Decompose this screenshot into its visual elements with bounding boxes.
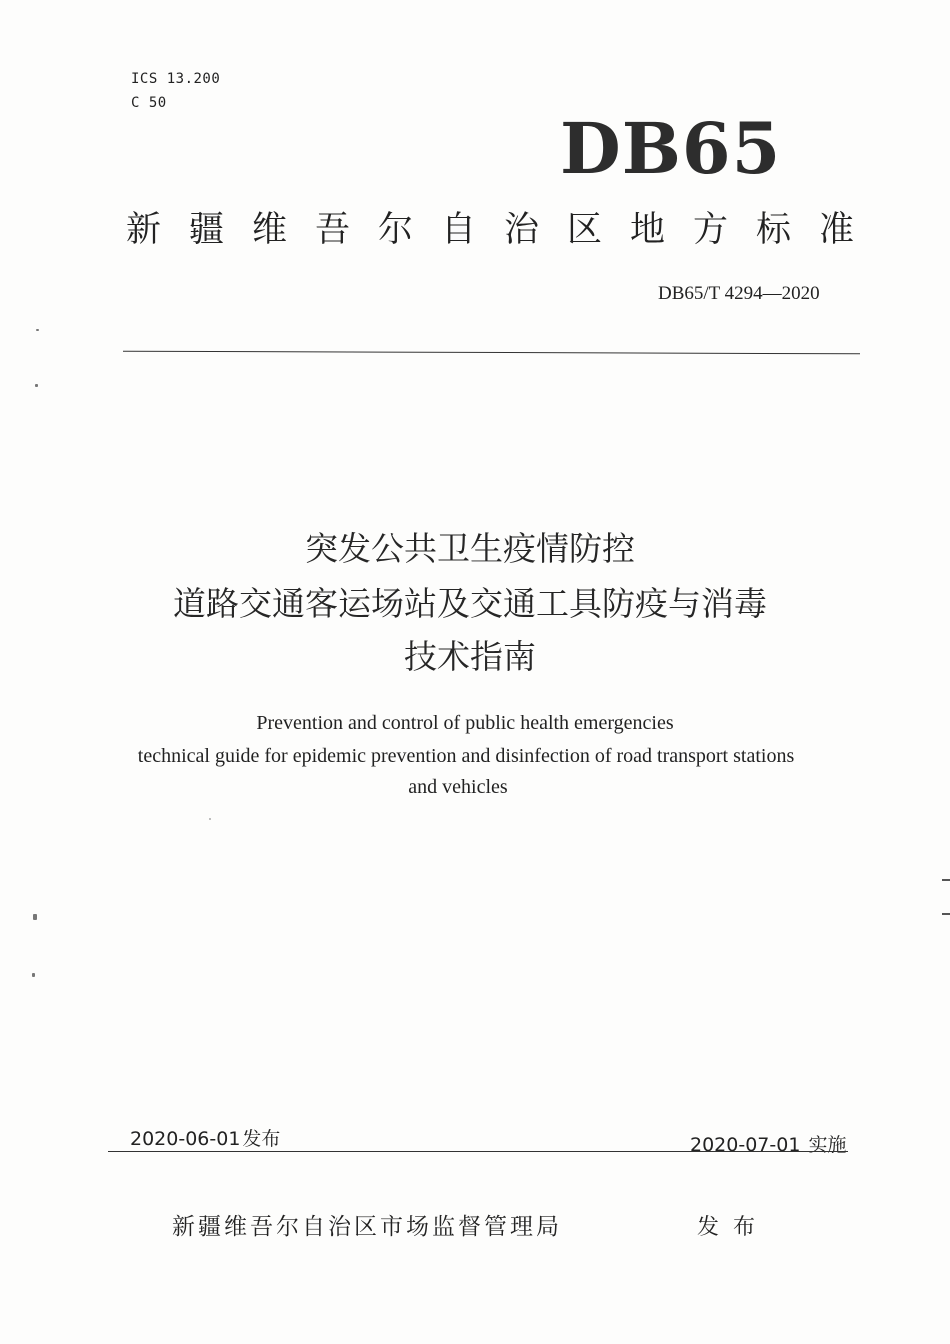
- title-cn-line-1: 突发公共卫生疫情防控: [305, 529, 635, 568]
- footer-divider: [108, 1151, 848, 1152]
- header-divider: [123, 351, 860, 355]
- issue-date: 2020-06-01: [130, 1128, 241, 1150]
- title-en-line-1: Prevention and control of public health emergencies: [256, 712, 674, 734]
- scan-speck: [35, 384, 38, 387]
- issue-date-block: [130, 1124, 280, 1151]
- scan-edge-mark: [942, 913, 950, 915]
- issuer-action: 发布: [697, 1215, 770, 1240]
- scan-speck: [32, 973, 35, 977]
- title-cn-line-3: 技术指南: [404, 637, 536, 676]
- standard-type-heading: 新疆维吾尔自治区地方标准: [126, 210, 883, 250]
- standard-number: DB65/T 4294—2020: [658, 283, 820, 304]
- db65-logo: DB65: [560, 107, 782, 190]
- title-en-line-3: and vehicles: [408, 776, 508, 798]
- scan-speck: [209, 818, 211, 820]
- implement-label: 实施: [808, 1134, 847, 1156]
- issuer-name: 新疆维吾尔自治区市场监督管理局: [172, 1214, 562, 1240]
- scan-edge-mark: [942, 879, 950, 881]
- scan-speck: [33, 914, 37, 920]
- scan-speck: [36, 329, 39, 331]
- implement-date-block: [690, 1130, 846, 1157]
- title-en-line-2: technical guide for epidemic prevention and disinfection of road transport stations: [137, 745, 795, 767]
- implement-date: 2020-07-01: [690, 1134, 801, 1156]
- ics-code: ICS 13.200: [131, 71, 221, 87]
- ccs-code: C 50: [131, 95, 167, 111]
- title-cn-line-2: 道路交通客运场站及交通工具防疫与消毒: [173, 584, 767, 623]
- issue-label: 发布: [242, 1128, 281, 1150]
